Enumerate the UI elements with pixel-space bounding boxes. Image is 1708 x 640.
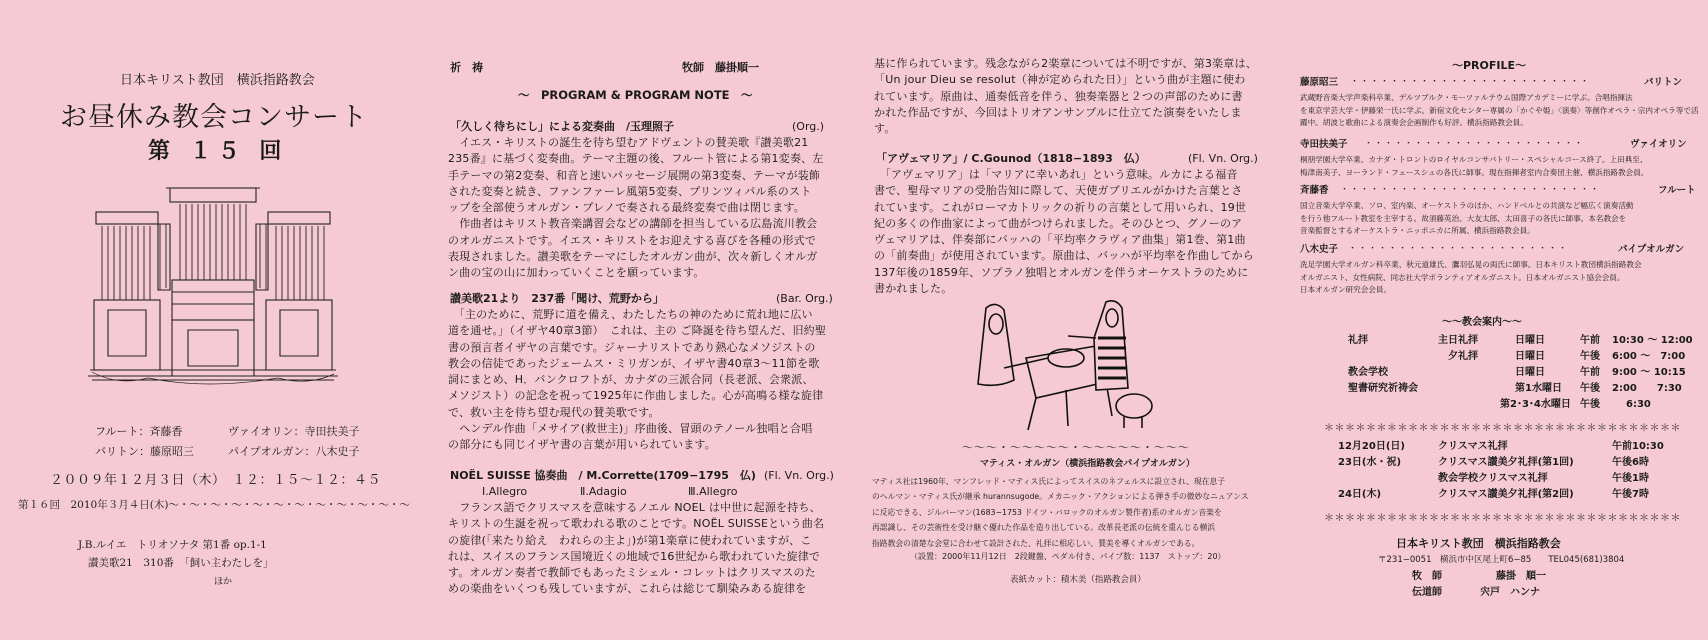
schedule-heading: 〜〜教会案内〜〜 — [1442, 317, 1522, 328]
bio-line: を東京学芸大学・伊藤栄一氏に学ぶ。新宿文化センター専属の「かぐや姫」〈演奏〉等創作オペラ・宗内オペラ等で活 — [1300, 105, 1699, 115]
note-line: 道を通せ。」（イザヤ40章3節） これは、主の ご降誕を待ち望んだ、旧約聖 — [448, 324, 827, 338]
note-line: 書で、聖母マリアの受胎告知に際して、天使ガブリエルがかけた言葉とさ — [874, 184, 1243, 198]
note-line: された変奏と続き、ファンファーレ風第5変奏、プリンツィパル系のスト — [448, 184, 812, 198]
pastor-name: 藤掛 順一 — [1496, 571, 1546, 582]
bio-line: を行う他フルート教室を主宰する。故須藤英治、大友太郎、太田喜子の各氏に師事。本名教会を — [1300, 213, 1627, 223]
bio-line: 武蔵野音楽大学声楽科卒業、デルツブルク・モーツァルテウム国際アカデミーに学ぶ。合唱指揮法 — [1300, 93, 1633, 102]
performer-organ: パイプオルガン：八木史子 — [228, 445, 360, 458]
note-line: ン曲の宝の山に加わっていくことを願っています。 — [448, 266, 705, 280]
note-line: ヴェマリアは、伴奏部にバッハの「平均率クラヴィア曲集」第1巻、第1曲 — [874, 233, 1246, 247]
star-divider-bottom: ＊＊＊＊＊＊＊＊＊＊＊＊＊＊＊＊＊＊＊＊＊＊＊＊＊＊＊＊＊＊＊＊＊＊ — [1324, 513, 1681, 524]
note-line: の部分にも同じイザヤ書の言葉が用いられています。 — [448, 438, 716, 452]
christmas-schedule — [1290, 438, 1700, 518]
profile-bio — [1300, 200, 1634, 238]
encore-piece-2: 讃美歌21 310番 「飼い主わたしを」 — [88, 557, 274, 569]
schedule-time: 10:30 〜 12:00 — [1612, 335, 1693, 346]
note-line: 紀の多くの作曲家によって曲がつけられました。そのひとつ、グノーのア — [874, 216, 1243, 230]
note-line: 235番』に基づく変奏曲。テーマ主題の後、フルート管による第1変奏、左 — [448, 152, 824, 166]
schedule-day: 第2･3･4水曜日 — [1500, 399, 1571, 410]
service-schedule — [1290, 332, 1700, 414]
piece-4-title: 「アヴェマリア」/ C.Gounod（1818−1893 仏） — [876, 152, 1146, 165]
christmas-event: クリスマス礼拝 — [1438, 441, 1508, 452]
schedule-day: 日曜日 — [1515, 351, 1545, 362]
schedule-category: 聖書研究祈祷会 — [1348, 383, 1418, 394]
performer-baritone: バリトン：藤原昭三 — [95, 445, 194, 458]
caption-line: 指路教会の清楚な会堂に合わせて設計された、礼拝に相応しい、賛美を導くオルガンである。 — [872, 538, 1200, 548]
star-divider-top: ＊＊＊＊＊＊＊＊＊＊＊＊＊＊＊＊＊＊＊＊＊＊＊＊＊＊＊＊＊＊＊＊＊＊ — [1324, 423, 1681, 434]
christmas-time: 午後1時 — [1612, 473, 1649, 484]
bio-line: 日本オルガン研究会会員。 — [1300, 285, 1392, 295]
schedule-time: 2:00 7:30 — [1612, 383, 1682, 394]
note-line: 教会の信徒であったジェームス・ミリガンが、イザヤ書40章3〜11節を歌 — [448, 356, 820, 370]
bio-line: 国立音楽大学卒業、ソロ、室内楽、オーケストラのほか、ハンドベルとの共演など幅広く演奏活動 — [1300, 201, 1634, 210]
profile-role: フルート — [1658, 185, 1696, 196]
next-concert-date: 第１６回 2010年３月４日(木)〜・〜・〜・〜・〜・〜・〜・〜・〜・〜・〜・〜 — [18, 499, 410, 511]
piece-2-note — [448, 307, 826, 454]
piece-3-instruments: (Fl. Vn. Org.) — [764, 469, 834, 482]
caption-line: のヘルマン・マティス氏が継承 hurannsugode。メカニック・アクションによる弾き手の微妙なニュアンス — [872, 492, 1249, 502]
christmas-event: 教会学校クリスマス礼拝 — [1438, 473, 1548, 484]
leader-dots: ・・・・・・・・・・・・・・・・・・・・・・・・・・ — [1340, 185, 1601, 195]
cover-credit: 表紙カット：積木美（指路教会員） — [1010, 575, 1146, 585]
schedule-time: 6:00 〜 7:00 — [1612, 351, 1686, 362]
cover-panel — [0, 0, 420, 640]
note-line: す。 — [874, 122, 896, 136]
note-line: めの楽曲をいくつも残していますが、これらは総じて馴染みある旋律を — [448, 582, 807, 596]
movement-1: Ⅰ.Allegro — [482, 485, 528, 498]
note-line: 137年後の1859年、ソプラノ独唱とオルガンを伴うオーケストラのために — [874, 265, 1249, 279]
note-line: れは、スイスのフランス国境近くの地域で16世紀から歌われていた旋律で — [448, 549, 821, 563]
note-line: 「Un jour Dieu se resolut（神が定められた日）」という曲が主題に使わ — [874, 73, 1246, 87]
profile-panel — [1290, 0, 1700, 640]
note-line: れています。原曲は、通奏低音を伴う、独奏楽器と２つの声部のために書 — [874, 89, 1243, 103]
note-line: 詞にまとめ、H．バンクロフトが、カナダの三派合同（長老派、会衆派、 — [448, 373, 814, 387]
organ-spec: （設置：2000年11月12日 2段鍵盤、ペダル付き、パイプ数：1137 ストップ：20） — [910, 552, 1226, 561]
note-line: ップを全部使うオルガン・プレノで奏される最終変奏で曲は閉じます。 — [448, 201, 805, 215]
schedule-day: 日曜日 — [1515, 367, 1545, 378]
church-footer-name: 日本キリスト教団 横浜指路教会 — [1396, 537, 1561, 550]
prayer-label: 祈 祷 — [450, 61, 483, 74]
note-line: 基に作られています。残念ながら2楽章については不明ですが、第3楽章は、 — [874, 57, 1257, 70]
profile-role: パイプオルガン — [1618, 244, 1685, 255]
note-line: で、救い主を待ち望む現代の賛美歌です。 — [448, 405, 660, 419]
performer-flute: フルート：斉藤香 — [95, 425, 183, 438]
schedule-day: 第1水曜日 — [1515, 383, 1562, 394]
caption-line: に反応できる、ジルバーマン(1683−1753 ドイツ・バロックのオルガン製作者)系のオルガン音楽を — [872, 507, 1222, 517]
evangelist-name: 宍戸 ハンナ — [1480, 587, 1540, 598]
profile-name: 藤原昭三 — [1300, 77, 1339, 88]
profile-bio — [1300, 259, 1642, 297]
piece-2-title: 讃美歌21より 237番「聞け、荒野から」 — [450, 292, 664, 305]
note-line: 表現されました。讃美歌をテーマにしたオルガン曲が、次々新しくオルガ — [448, 250, 818, 264]
note-line: かれた作品ですが、今回はトリオアンサンブルに仕立てた演奏をいたしま — [874, 105, 1242, 119]
schedule-service: 夕礼拝 — [1448, 351, 1478, 362]
leader-dots: ・・・・・・・・・・・・・・・・・・・・・・ — [1348, 244, 1569, 254]
schedule-category: 教会学校 — [1348, 367, 1388, 378]
church-address: 〒231−0051 横浜市中区尾上町6−85 TEL045(681)3804 — [1378, 555, 1625, 565]
christmas-time: 午前10:30 — [1612, 441, 1664, 452]
piece-1-note — [448, 135, 824, 282]
note-line: キリストの生誕を祝って歌われる歌のことです。NOËL SUISSEという曲名 — [448, 517, 825, 531]
note-line: 「主のために、荒野に道を備え、わたしたちの神のために荒れ地に広い — [448, 308, 813, 321]
program-heading: 〜 PROGRAM & PROGRAM NOTE 〜 — [518, 88, 753, 102]
caption-line: 再認識し、その芸術性を受け継ぐ優れた作品を造り出している。改革長老派の伝統を重んじる横浜 — [872, 523, 1216, 533]
encore-piece-1: J.B.ルイエ トリオソナタ 第1番 op.1-1 — [78, 539, 267, 551]
profile-role: バリトン — [1644, 77, 1683, 88]
program-continued-panel — [868, 0, 1268, 640]
profile-role: ヴァイオリン — [1630, 139, 1687, 150]
leader-dots: ・・・・・・・・・・・・・・・・・・・・・・・・ — [1350, 77, 1591, 87]
note-line: れています。これがローマカトリックの祈りの言葉として用いられ、19世 — [874, 200, 1247, 214]
note-line: す。オルガン奏者で教師でもあったミシェル・コレットはクリスマスのた — [448, 566, 816, 580]
concert-number: 第 １５ 回 — [148, 138, 288, 164]
note-line: 作曲者はキリスト教音楽講習会などの講師を担当している広島流川教会 — [448, 217, 818, 231]
note-line: の「前奏曲」が使用されています。原曲は、バッハが平均率を作曲してから — [874, 249, 1254, 263]
prayer-person: 牧師 藤掛順一 — [682, 61, 759, 74]
nativity-illustration — [956, 298, 1156, 438]
pipe-organ-illustration — [88, 180, 338, 390]
note-line: ヘンデル作曲「メサイア(救世主)」序曲後、冒頭のテノール独唱と合唱 — [448, 422, 813, 436]
christmas-time: 午後6時 — [1612, 457, 1649, 468]
schedule-ampm: 午後 — [1580, 399, 1600, 410]
bio-line: 梅津南美子、ヨーランド・フェースシュの各氏に師事。現在指揮者室内合奏団主催、横浜指路教会員。 — [1300, 167, 1649, 177]
piece-1-title: 「久しく待ちにし」による変奏曲 /玉理照子 — [450, 120, 675, 133]
piece-1-instruments: (Org.) — [792, 120, 825, 133]
note-line: の旋律(「来たり給え われらの主よ」)が第1楽章に使われていますが、こ — [448, 533, 812, 547]
caption-line: マティス社は1960年、マンフレッド・マティス氏によってスイスのネフェルスに設立され、現在息子 — [872, 477, 1226, 486]
profile-heading: 〜PROFILE〜 — [1452, 59, 1527, 72]
schedule-day: 日曜日 — [1515, 335, 1545, 346]
schedule-ampm: 午前 — [1580, 335, 1600, 346]
church-name-header: 日本キリスト教団 横浜指路教会 — [120, 73, 315, 88]
note-line: 「アヴェマリア」は「マリアに幸いあれ」という意味。ルカによる福音 — [874, 168, 1238, 181]
noel-note-continued — [874, 56, 1257, 137]
profile-name: 八木史子 — [1300, 244, 1339, 255]
organ-caption — [872, 474, 1249, 551]
leader-dots: ・・・・・・・・・・・・・・・・・・・・・・ — [1364, 139, 1585, 149]
bio-line: 洗足学園大学オルガン科卒業、秋元道雄氏、鷹羽弘晃の両氏に師事。日本キリスト教団横浜指路教会 — [1300, 260, 1642, 269]
christmas-event: クリスマス讃美夕礼拝(第1回) — [1438, 457, 1574, 468]
bio-line: 桐朋学園大学卒業、カナダ・トロントのロイヤルコンサバトリー・スペシャルコース終了。上田典至、 — [1300, 155, 1648, 164]
schedule-time: 9:00 〜 10:15 — [1612, 367, 1686, 378]
piece-4-note — [874, 167, 1254, 297]
schedule-category: 礼拝 — [1348, 335, 1368, 346]
movement-2: Ⅱ.Adagio — [580, 485, 627, 498]
schedule-ampm: 午後 — [1580, 351, 1600, 362]
christmas-date: 23日(水・祝) — [1338, 457, 1402, 468]
piece-2-instruments: (Bar. Org.) — [776, 292, 833, 305]
christmas-date: 24日(木) — [1338, 489, 1382, 500]
concert-datetime: ２００９年１２月３日（木） １２：１５〜１２：４５ — [50, 473, 382, 488]
pastor-label: 牧 師 — [1412, 571, 1442, 582]
movement-3: Ⅲ.Allegro — [688, 485, 738, 498]
note-line: 書かれました。 — [874, 282, 953, 296]
performer-violin: ヴァイオリン：寺田扶美子 — [228, 425, 360, 438]
note-line: フランス語でクリスマスを意味するノエル NOEL は中世に起源を持ち、 — [448, 501, 821, 514]
schedule-ampm: 午後 — [1580, 383, 1600, 394]
wavy-divider: 〜〜〜・〜〜〜〜〜・〜〜〜〜〜・〜〜〜 — [962, 441, 1190, 454]
schedule-service: 主日礼拝 — [1438, 335, 1478, 346]
profile-name: 斉藤香 — [1300, 185, 1329, 196]
schedule-ampm: 午前 — [1580, 367, 1600, 378]
organ-caption-title: マティス・オルガン（横浜指路教会パイプオルガン） — [980, 459, 1195, 469]
schedule-time: 6:30 — [1626, 399, 1651, 410]
profile-name: 寺田扶美子 — [1300, 139, 1348, 150]
note-line: のオルガニストです。イエス・キリストをお迎えする喜びを各種の形式で — [448, 233, 817, 247]
piece-3-note — [448, 500, 824, 598]
program-panel — [430, 0, 850, 640]
note-line: 書の預言者イザヤの言葉です。ジャーナリストであり熱心なメソジストの — [448, 340, 816, 354]
note-line: イエス・キリストの誕生を待ち望むアドヴェントの賛美歌『讃美歌21 — [448, 136, 809, 149]
concert-title: お昼休み教会コンサート — [60, 102, 368, 133]
christmas-event: クリスマス讃美夕礼拝(第2回) — [1438, 489, 1574, 500]
bio-line: 音楽監督とするオーケストラ・ニッポニカに所属、横浜指路教会員。 — [1300, 226, 1535, 236]
profile-bio — [1300, 154, 1648, 179]
piece-4-instruments: (Fl. Vn. Org.) — [1188, 152, 1258, 165]
encore-etc: ほか — [214, 577, 233, 587]
note-line: メソジスト）の記念を祝って1925年に作曲しました。心が高鳴る様な旋律 — [448, 389, 824, 403]
profile-bio — [1300, 92, 1699, 130]
bio-line: 躍中。胡波と歌曲による演奏会企画制作も好評。横浜指路教会員。 — [1300, 118, 1528, 128]
evangelist-label: 伝道師 — [1412, 587, 1442, 598]
piece-3-title: NOËL SUISSE 協奏曲 / M.Corrette(1709−1795 仏) — [450, 469, 756, 482]
christmas-time: 午後7時 — [1612, 489, 1649, 500]
note-line: 手テーマの第2変奏、和音と速いパッセージ展開の第3変奏、テーマが装飾 — [448, 168, 821, 182]
bio-line: オルガニスト、女性病院、同志社大学ポランティアオルガニスト。日本オルガニスト協会会員。 — [1300, 272, 1625, 282]
christmas-date: 12月20日(日) — [1338, 441, 1405, 452]
